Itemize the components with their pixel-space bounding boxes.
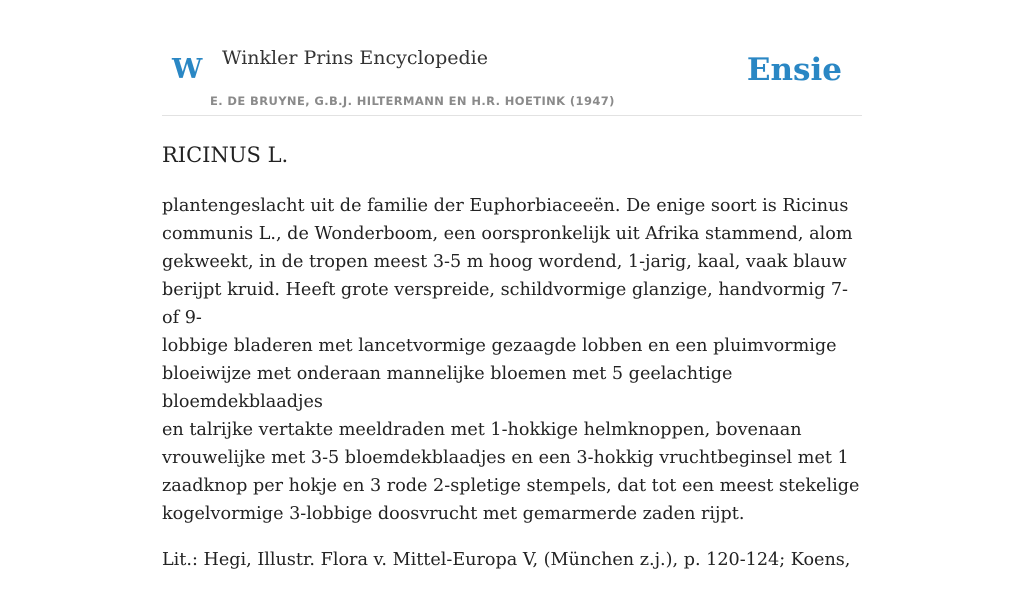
- entry-paragraph-literature: Lit.: Hegi, Illustr. Flora v. Mittel-Europa V, (München z.j.), p. 120-124; Koens,: [162, 550, 851, 570]
- publication-title[interactable]: Winkler Prins Encyclopedie: [222, 47, 488, 69]
- entry-body: [162, 192, 862, 592]
- site-header: [162, 0, 862, 116]
- publication-logo[interactable]: W: [172, 54, 203, 85]
- publication-authors: E. DE BRUYNE, G.B.J. HILTERMANN EN H.R. HOETINK (1947): [210, 94, 615, 108]
- ensie-logo-link[interactable]: Ensie: [746, 52, 842, 88]
- entry-title: RICINUS L.: [162, 143, 289, 167]
- entry-paragraph-description: plantengeslacht uit de familie der Euphorbiaceeën. De enige soort is Ricinus communis L., de Wonderboom, een oorspronkelijk uit Afrika stammend, alom gekweekt, in de tropen meest 3-5 m hoog wordend, 1-jarig, kaal, vaak blauw berijpt kruid. Heeft grote verspreide, schildvormige glanzige, handvormig 7- of 9- lobbige bladeren met lancetvormige gezaagde lobben en een pluimvormige bloeiwijze met onderaan mannelijke bloemen met 5 geelachtige bloemdekblaadjes en talrijke vertakte meeldraden met 1-hokkige helmknoppen, bovenaan vrouwelijke met 3-5 bloemdekblaadjes en een 3-hokkig vruchtbeginsel met 1 zaadknop per hokje en 3 rode 2-spletige stempels, dat tot een meest stekelige kogelvormige 3-lobbige doosvrucht met gemarmerde zaden rijpt.: [162, 196, 860, 524]
